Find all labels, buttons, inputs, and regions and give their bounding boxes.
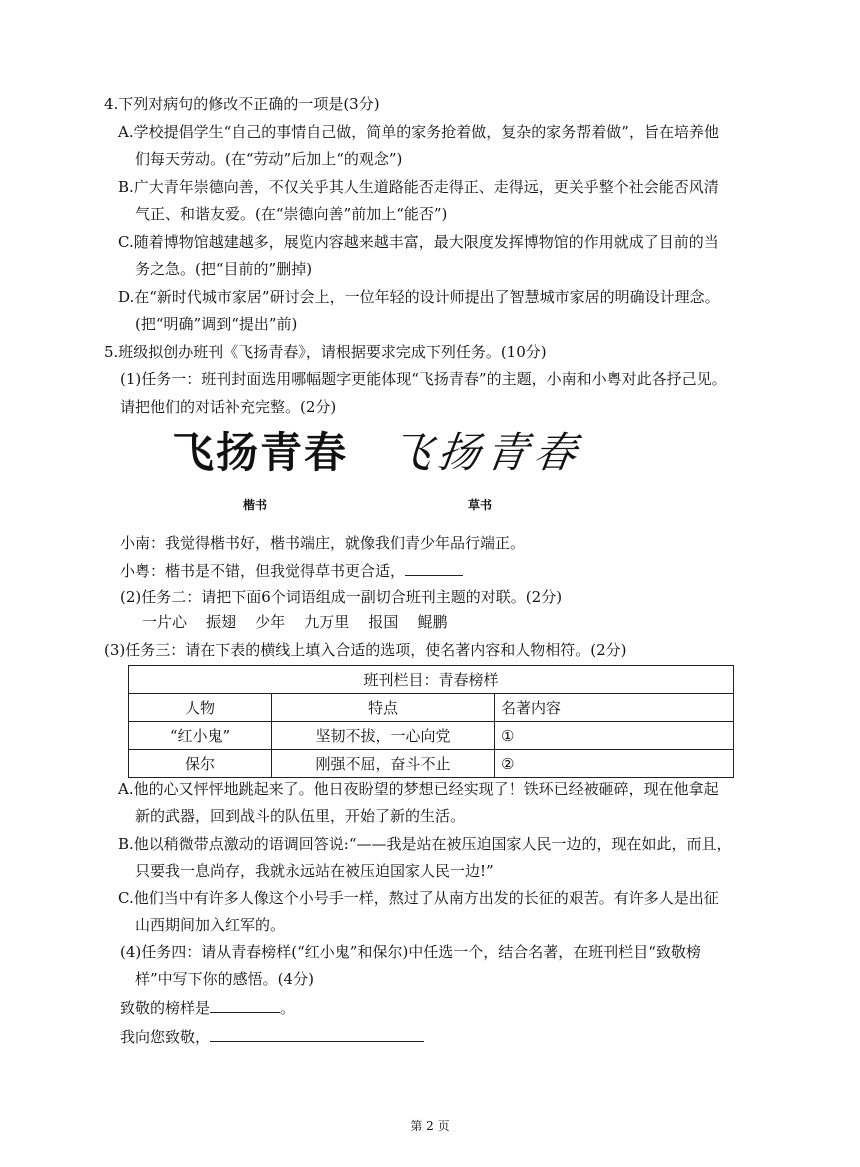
answer-blank-role-model[interactable] xyxy=(210,998,280,1013)
q4-option-c-line2: 务之急。(把“目前的”删掉) xyxy=(135,260,313,278)
q4-option-d-line1: D.在“新时代城市家居”研讨会上，一位年轻的设计师提出了智慧城市家居的明确设计理念。 xyxy=(118,288,720,306)
role-model-table xyxy=(128,665,734,778)
table-cell: 保尔 xyxy=(129,750,272,778)
q4-option-c-line1: C.随着博物馆越建越多，展览内容越来越丰富，最大限度发挥博物馆的作用就成了目前的当 xyxy=(118,233,719,251)
answer-blank-salute[interactable] xyxy=(210,1027,424,1042)
table-row xyxy=(129,750,734,778)
word-item: 鲲鹏 xyxy=(417,613,448,631)
role-model-prompt: 致敬的榜样是 。 xyxy=(120,999,296,1017)
option-b-line1: B.他以稍微带点激动的语调回答说:“——我是站在被压迫国家人民一边的，现在如此，而且， xyxy=(118,835,732,853)
q4-option-b-line1: B.广大青年崇德向善，不仅关乎其人生道路能否走得正、走得远，更关乎整个社会能否风清 xyxy=(118,178,719,196)
option-a-line1: A.他的心又怦怦地跳起来了。他日夜盼望的梦想已经实现了！铁环已经被砸碎，现在他拿起 xyxy=(118,780,719,798)
q4-option-d-line2: (把“明确”调到“提出”前) xyxy=(135,315,298,333)
table-title-row xyxy=(129,666,734,694)
page-number: 第 2 页 xyxy=(410,1119,450,1133)
table-cell-answer[interactable]: ① xyxy=(495,722,734,750)
task1-line2: 请把他们的对话补充完整。(2分) xyxy=(120,398,337,416)
salute-prompt: 我向您致敬， xyxy=(120,1027,424,1047)
q4-option-a-line1: A.学校提倡学生“自己的事情自己做，简单的家务抢着做，复杂的家务帮着做”，旨在培养他 xyxy=(118,123,719,141)
word-item: 九万里 xyxy=(304,613,350,631)
q5-stem: 5.班级拟创办班刊《飞扬青春》，请根据要求完成下列任务。(10分) xyxy=(104,343,547,361)
word-item: 少年 xyxy=(255,613,286,631)
option-c-line1: C.他们当中有许多人像这个小号手一样，熬过了从南方出发的长征的艰苦。有许多人是出征 xyxy=(118,889,719,907)
task2-line: (2)任务二：请把下面6个词语组成一副切合班刊主题的对联。(2分) xyxy=(120,588,563,606)
option-a-line2: 新的武器，回到战斗的队伍里，开始了新的生活。 xyxy=(135,807,466,825)
q4-option-b-line2: 气正、和谐友爱。(在“崇德向善”前加上“能否”) xyxy=(135,205,448,223)
task4-line2: 样”中写下你的感悟。(4分) xyxy=(135,970,314,988)
task3-line: (3)任务三：请在下表的横线上填入合适的选项，使名著内容和人物相符。(2分) xyxy=(104,641,627,659)
option-b-line2: 只要我一息尚存，我就永远站在被压迫国家人民一边!” xyxy=(135,862,494,880)
table-title: 班刊栏目：青春榜样 xyxy=(129,666,734,694)
table-cell-answer[interactable]: ② xyxy=(495,750,734,778)
dialogue-xiaonan: 小南：我觉得楷书好，楷书端庄，就像我们青少年品行端正。 xyxy=(120,534,526,552)
table-row xyxy=(129,722,734,750)
table-cell: “红小鬼” xyxy=(129,722,272,750)
task1-line1: (1)任务一：班刊封面选用哪幅题字更能体现“飞扬青春”的主题，小南和小粤对此各抒己见。 xyxy=(120,370,727,388)
caption-caoshu: 草书 xyxy=(468,498,493,512)
word-item: 报国 xyxy=(368,613,399,631)
dialogue-xiaoyue: 小粤：楷书是不错，但我觉得草书更合适， xyxy=(120,561,463,581)
q4-stem: 4.下列对病句的修改不正确的一项是(3分) xyxy=(104,95,380,113)
table-header: 人物 xyxy=(129,694,272,722)
word-list xyxy=(142,612,447,632)
task4-line1: (4)任务四：请从青春榜样(“红小鬼”和保尔)中任选一个，结合名著，在班刊栏目“致敬榜 xyxy=(120,943,701,961)
table-header: 名著内容 xyxy=(495,694,734,722)
option-c-line2: 山西期间加入红军的。 xyxy=(135,916,286,934)
word-item: 一片心 xyxy=(142,613,188,631)
table-header-row xyxy=(129,694,734,722)
caption-kaishu: 楷书 xyxy=(243,498,268,512)
table-cell: 坚韧不拔，一心向党 xyxy=(272,722,495,750)
table-header: 特点 xyxy=(272,694,495,722)
calligraphy-caoshu: 飞扬青春 xyxy=(386,428,586,477)
word-item: 振翅 xyxy=(206,613,237,631)
table-cell: 刚强不屈，奋斗不止 xyxy=(272,750,495,778)
answer-blank-xiaoyue[interactable] xyxy=(405,561,463,576)
q4-option-a-line2: 们每天劳动。(在“劳动”后加上“的观念”) xyxy=(135,150,403,168)
calligraphy-kaishu: 飞扬青春 xyxy=(172,428,349,477)
